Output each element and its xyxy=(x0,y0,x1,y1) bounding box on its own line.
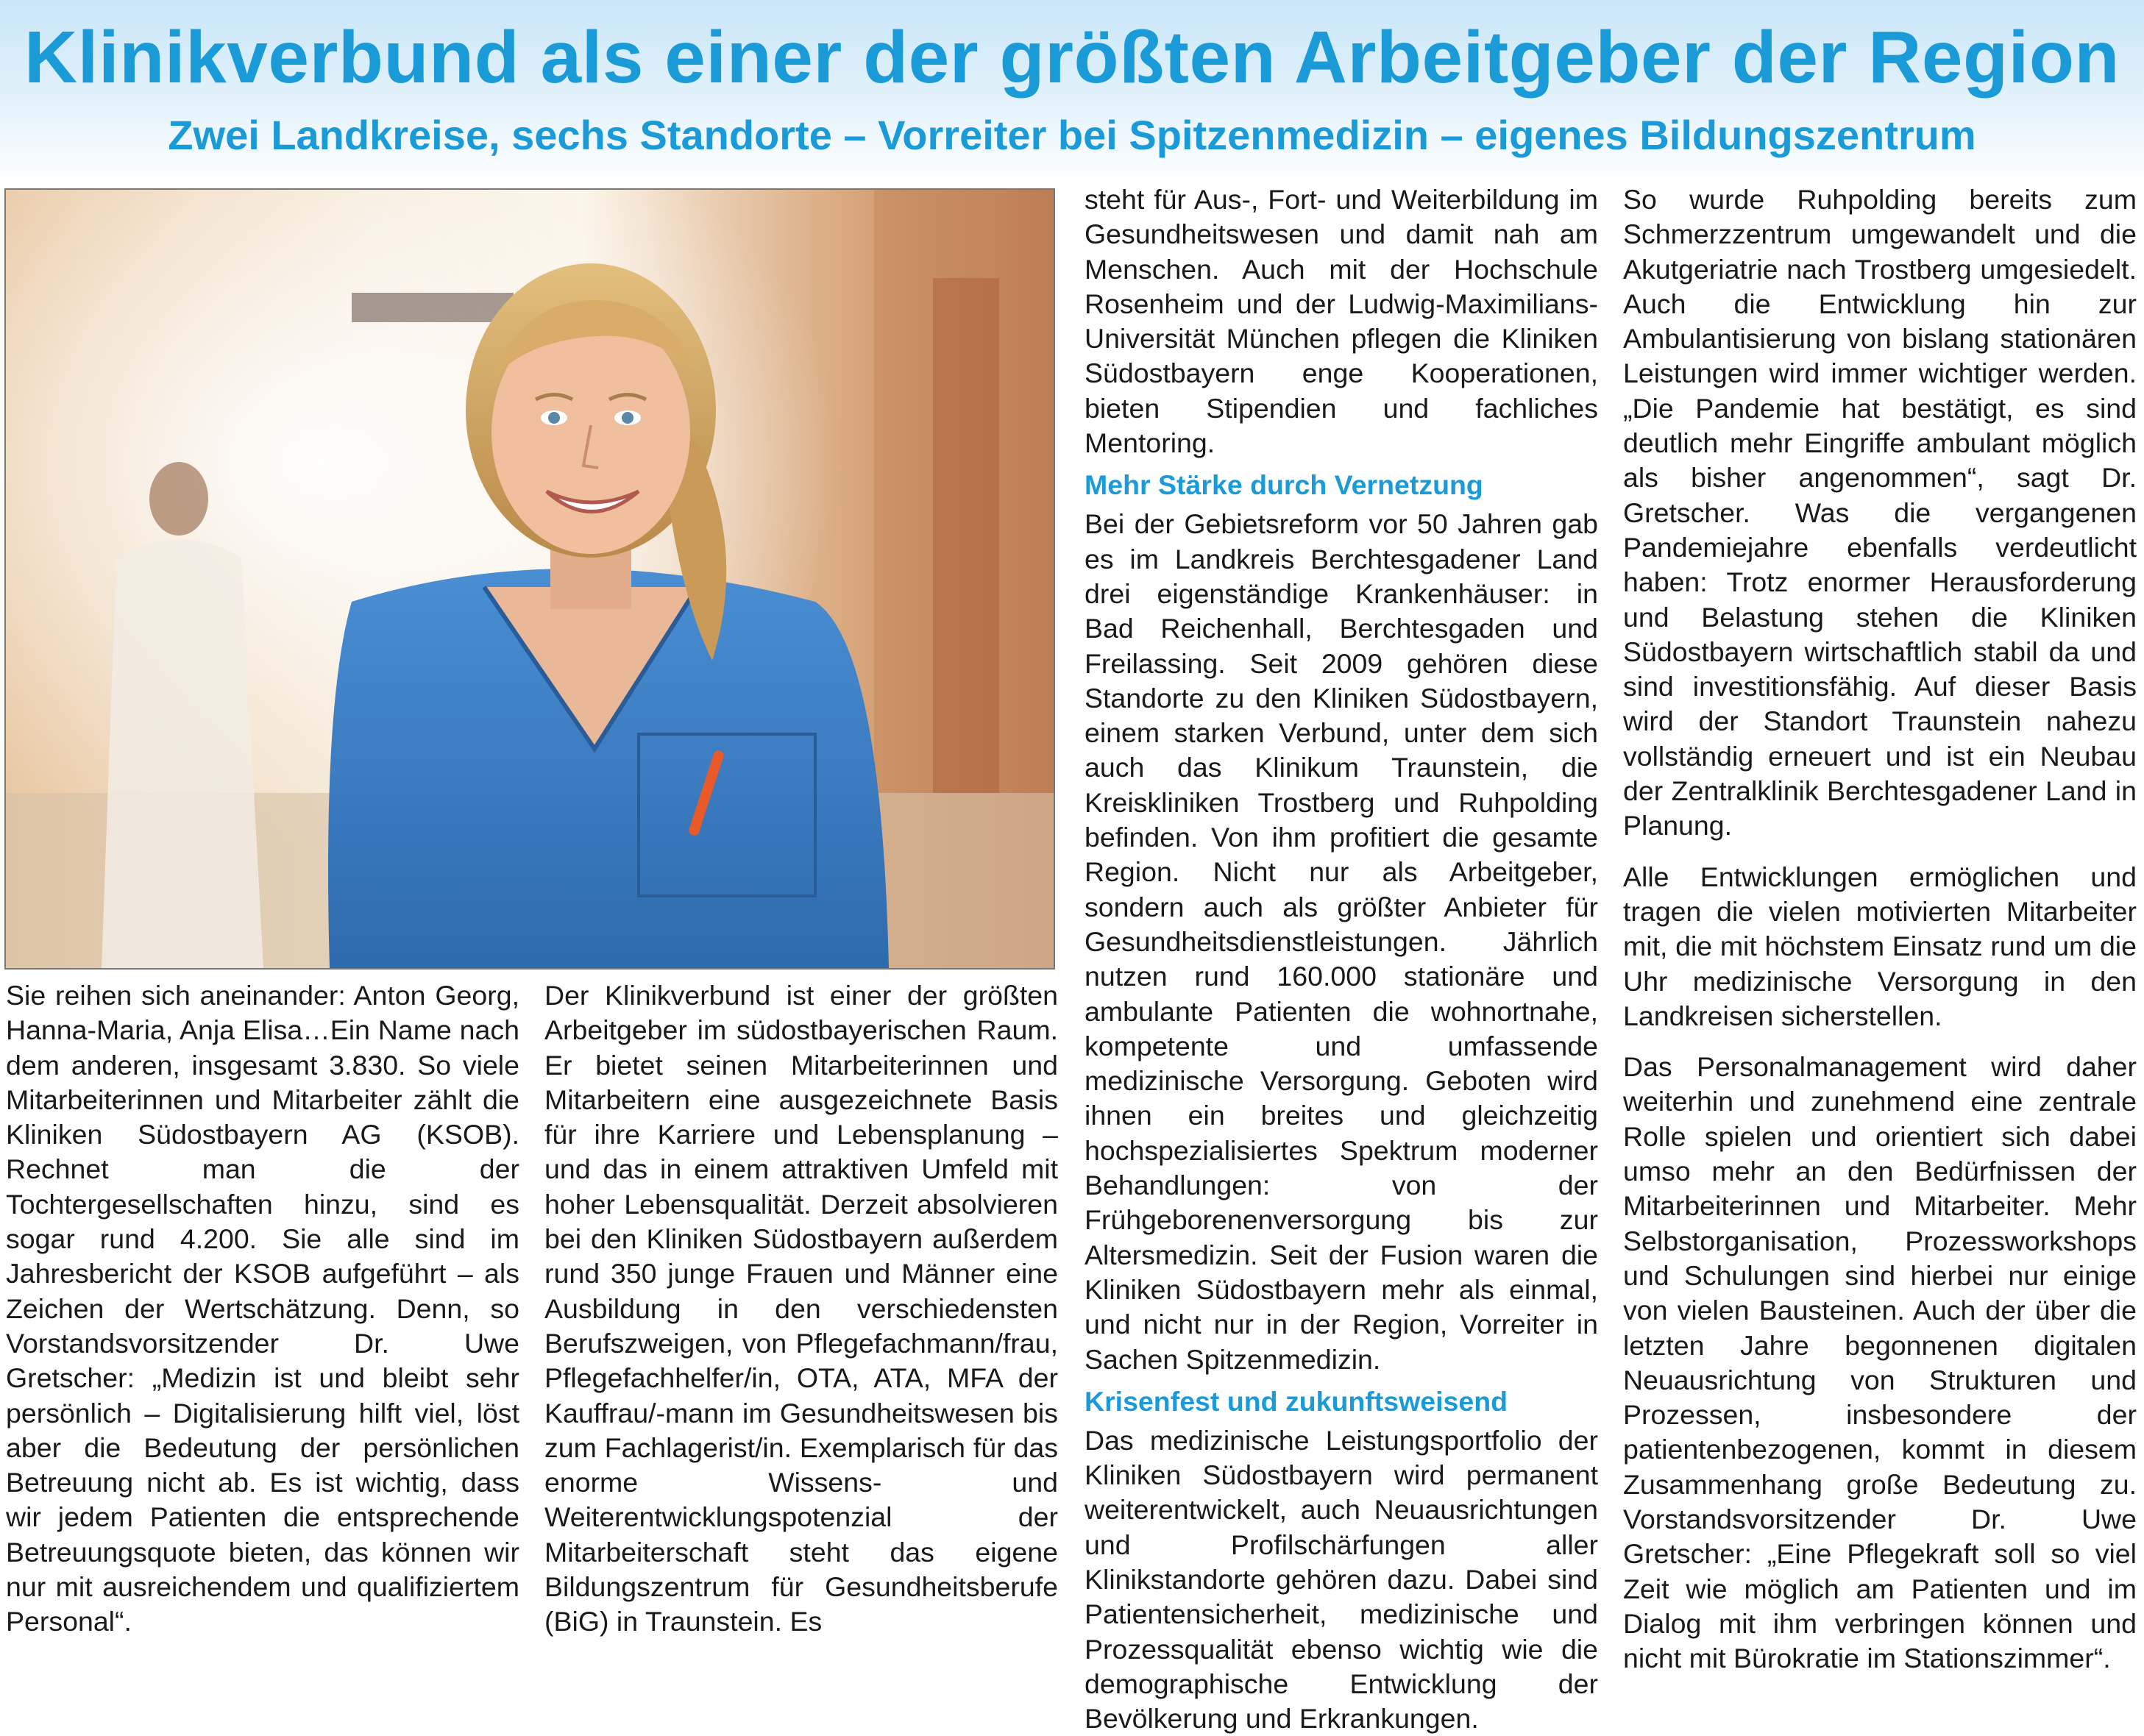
header-banner xyxy=(0,0,2144,184)
article-column-2 xyxy=(544,978,1058,1640)
article-photo xyxy=(4,188,1055,970)
page-subtitle: Zwei Landkreise, sechs Standorte – Vorreiter bei Spitzenmedizin – eigenes Bildungszentrum xyxy=(168,112,1976,158)
page-title: Klinikverbund als einer der größten Arbeitgeber der Region xyxy=(24,16,2120,99)
paragraph: Das Personalmanagement wird daher weiterhin und zunehmend eine zentrale Rolle spielen und orientiert sich dabei umso mehr an den Bedürfnissen der Mitarbeiterinnen und Mitarbeiter. Mehr Selbstorganisation, Prozessworkshops und Schulungen sind hierbei nur einige von vielen Bausteinen. Auch der über die letzten Jahre begonnenen digitalen Neuausrichtung von Strukturen und Prozessen, insbesondere der patientenbezogenen, kommt in diesem Zusammenhang große Bedeutung zu. Vorstandsvorsitzender Dr. Uwe Gretscher: „Eine Pflegekraft soll so viel Zeit wie möglich am Patienten und im Dialog mit ihm verbringen können und nicht mit Bürokratie im Stationszimmer“. xyxy=(1623,1051,2137,1674)
photo-nurse-illustration xyxy=(6,190,1054,968)
paragraph: Der Klinikverbund ist einer der größten Arbeitgeber im südostbayerischen Raum. Er bietet seinen Mitarbeiterinnen und Mitarbeitern eine ausgezeichnete Basis für ihre Karriere und Lebensplanung – und das in einem attraktiven Umfeld mit hoher Lebensqualität. Derzeit absolvieren bei den Kliniken Südostbayern außerdem rund 350 junge Frauen und Männer eine Ausbildung in den verschiedensten Berufszweigen, von Pflegefachmann/frau, Pflegefachhelfer/in, OTA, ATA, MFA der Kauffrau/-mann im Gesundheitswesen bis zum Fachlagerist/in. Exemplarisch für das enorme Wissens- und Weiterentwicklungspotenzial der Mitarbeiterschaft steht das eigene Bildungszentrum für Gesundheitsberufe (BiG) in Traunstein. Es xyxy=(544,980,1058,1637)
paragraph: Alle Entwicklungen ermöglichen und tragen die vielen motivierten Mitarbeiter mit, die mit höchstem Einsatz rund um die Uhr medizinische Versorgung in den Landkreisen sicherstellen. xyxy=(1623,861,2137,1031)
paragraph: Das medizinische Leistungsportfolio der Kliniken Südostbayern wird permanent weiterentwickelt, auch Neuausrichtungen und Profilschärfungen aller Klinikstandorte gehören dazu. Dabei sind Patientensicherheit, medizinische und Prozessqualität ebenso wichtig wie die demographische Entwicklung der Bevölkerung und Erkrankungen. xyxy=(1085,1424,1598,1735)
paragraph: Bei der Gebietsreform vor 50 Jahren gab es im Landkreis Berchtesgadener Land drei eigenständige Krankenhäuser: in Bad Reichenhall, Berchtesgaden und Freilassing. Seit 2009 gehören diese Standorte zu den Kliniken Südostbayern, einem starken Verbund, unter dem sich auch das Klinikum Traunstein, die Kreiskliniken Trostberg und Ruhpolding befinden. Von ihm profitiert die gesamte Region. Nicht nur als Arbeitgeber, sondern auch als größter Anbieter für Gesundheitsdienstleistungen. Jährlich nutzen rund 160.000 stationäre und ambulante Patienten die wohnortnahe, kompetente und umfassende medizinische Versorgung. Geboten wird ihnen ein breites und gleichzeitig hochspezialisiertes Spektrum moderner Behandlungen: von der Frühgeborenenversorgung bis zur Altersmedizin. Seit der Fusion waren die Kliniken Südostbayern mehr als einmal, und nicht nur in der Region, Vorreiter in Sachen Spitzenmedizin. xyxy=(1085,508,1598,1375)
article-column-1 xyxy=(6,978,519,1640)
paragraph: So wurde Ruhpolding bereits zum Schmerzzentrum umgewandelt und die Akutgeriatrie nach Trostberg umgesiedelt. Auch die Entwicklung hin zur Ambulantisierung von bislang stationären Leistungen wird immer wichtiger werden. „Die Pandemie hat bestätigt, es sind deutlich mehr Eingriffe ambulant möglich als bisher angenommen“, sagt Dr. Gretscher. Was die vergangenen Pandemiejahre ebenfalls verdeutlicht haben: Trotz enormer Herausforderung und Belastung stehen die Kliniken Südostbayern wirtschaftlich stabil da und sind investitionsfähig. Auf dieser Basis wird der Standort Traunstein nahezu vollständig erneuert und ist ein Neubau der Zentralklinik Berchtesgadener Land in Planung. xyxy=(1623,184,2137,842)
section-heading-krisenfest: Krisenfest und zukunftsweisend xyxy=(1085,1385,1508,1417)
section-heading-vernetzung: Mehr Stärke durch Vernetzung xyxy=(1085,469,1483,501)
paragraph: steht für Aus-, Fort- und Weiterbildung im Gesundheitswesen und damit nah am Menschen. Auch mit der Hochschule Rosenheim und der Ludwig-Maximilians-Universität München pflegen die Kliniken Südostbayern enge Kooperationen, bieten Stipendien und fachliches Mentoring. xyxy=(1085,184,1598,459)
article-column-4 xyxy=(1623,182,2137,1676)
article-column-3 xyxy=(1085,182,1598,1736)
paragraph: Sie reihen sich aneinander: Anton Georg, Hanna-Maria, Anja Elisa…Ein Name nach dem anderen, insgesamt 3.830. So viele Mitarbeiterinnen und Mitarbeiter zählt die Kliniken Südostbayern AG (KSOB). Rechnet man die der Tochtergesellschaften hinzu, sind es sogar rund 4.200. Sie alle sind im Jahresbericht der KSOB aufgeführt – als Zeichen der Wertschätzung. Denn, so Vorstandsvorsitzender Dr. Uwe Gretscher: „Medizin ist und bleibt sehr persönlich – Digitalisierung hilft viel, löst aber die Bedeutung der persönlichen Betreuung nicht ab. Es ist wichtig, dass wir jedem Patienten die entsprechende Betreuungsquote bieten, das können wir nur mit ausreichendem und qualifiziertem Personal“. xyxy=(6,980,519,1637)
